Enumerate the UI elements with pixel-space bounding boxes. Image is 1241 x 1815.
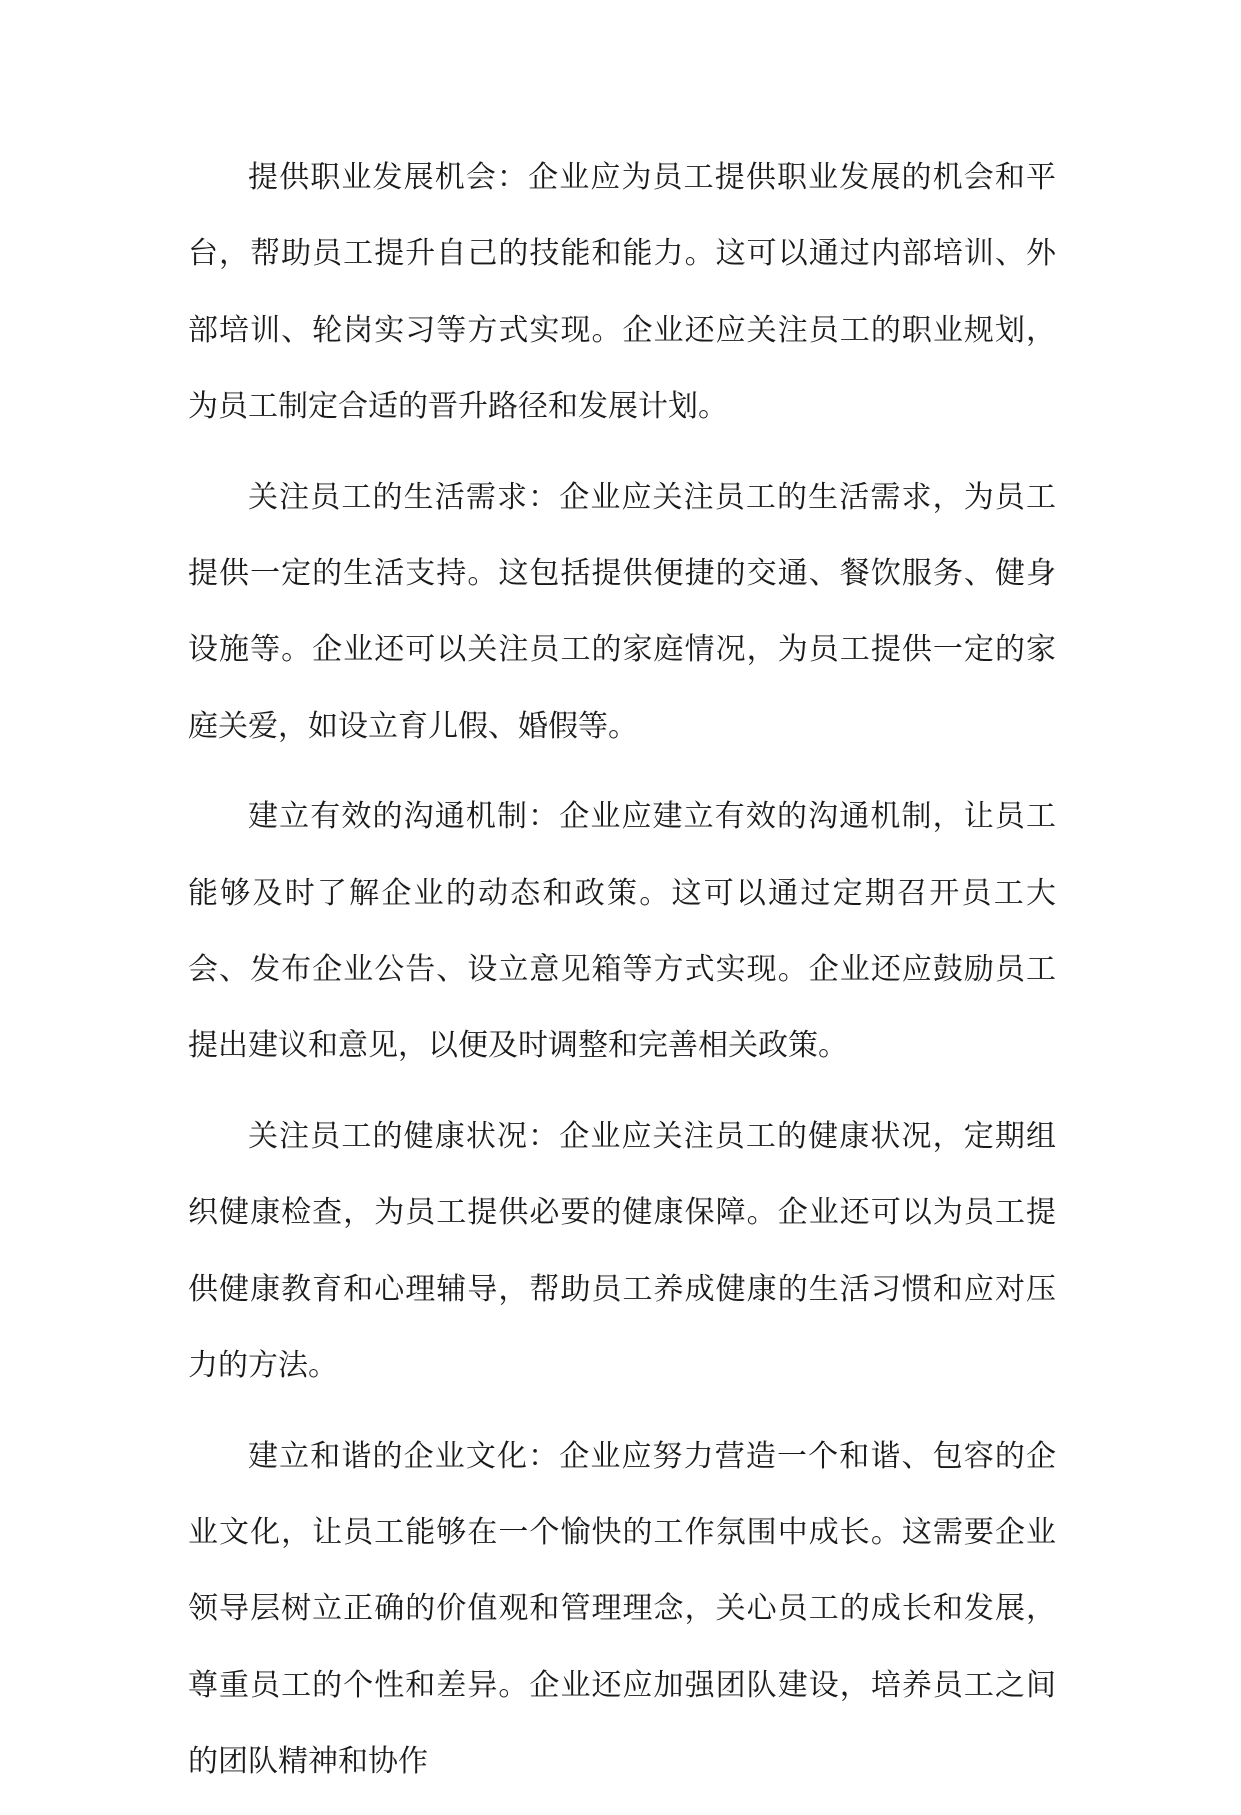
- paragraph-communication: 建立有效的沟通机制：企业应建立有效的沟通机制，让员工能够及时了解企业的动态和政策。这可以通过定期召开员工大会、发布企业公告、设立意见箱等方式实现。企业还应鼓励员工提出建议和意见，以便及时调整和完善相关政策。: [188, 799, 1056, 1064]
- paragraph-health: 关注员工的健康状况：企业应关注员工的健康状况，定期组织健康检查，为员工提供必要的健康保障。企业还可以为员工提供健康教育和心理辅导，帮助员工养成健康的生活习惯和应对压力的方法。: [188, 1118, 1056, 1384]
- paragraph-culture: 建立和谐的企业文化：企业应努力营造一个和谐、包容的企业文化，让员工能够在一个愉快的工作氛围中成长。这需要企业领导层树立正确的价值观和管理理念，关心员工的成长和发展，尊重员工的个性和差异。企业还应加强团队建设，培养员工之间的团队精神和协作: [188, 1438, 1056, 1780]
- paragraph-career-development: 提供职业发展机会：企业应为员工提供职业发展的机会和平台，帮助员工提升自己的技能和能力。这可以通过内部培训、外部培训、轮岗实习等方式实现。企业还应关注员工的职业规划，为员工制定合适的晋升路径和发展计划。: [188, 160, 1056, 425]
- paragraph-living-needs: 关注员工的生活需求：企业应关注员工的生活需求，为员工提供一定的生活支持。这包括提供便捷的交通、餐饮服务、健身设施等。企业还可以关注员工的家庭情况，为员工提供一定的家庭关爱，如设立育儿假、婚假等。: [188, 479, 1056, 744]
- document-body: [188, 140, 1056, 1815]
